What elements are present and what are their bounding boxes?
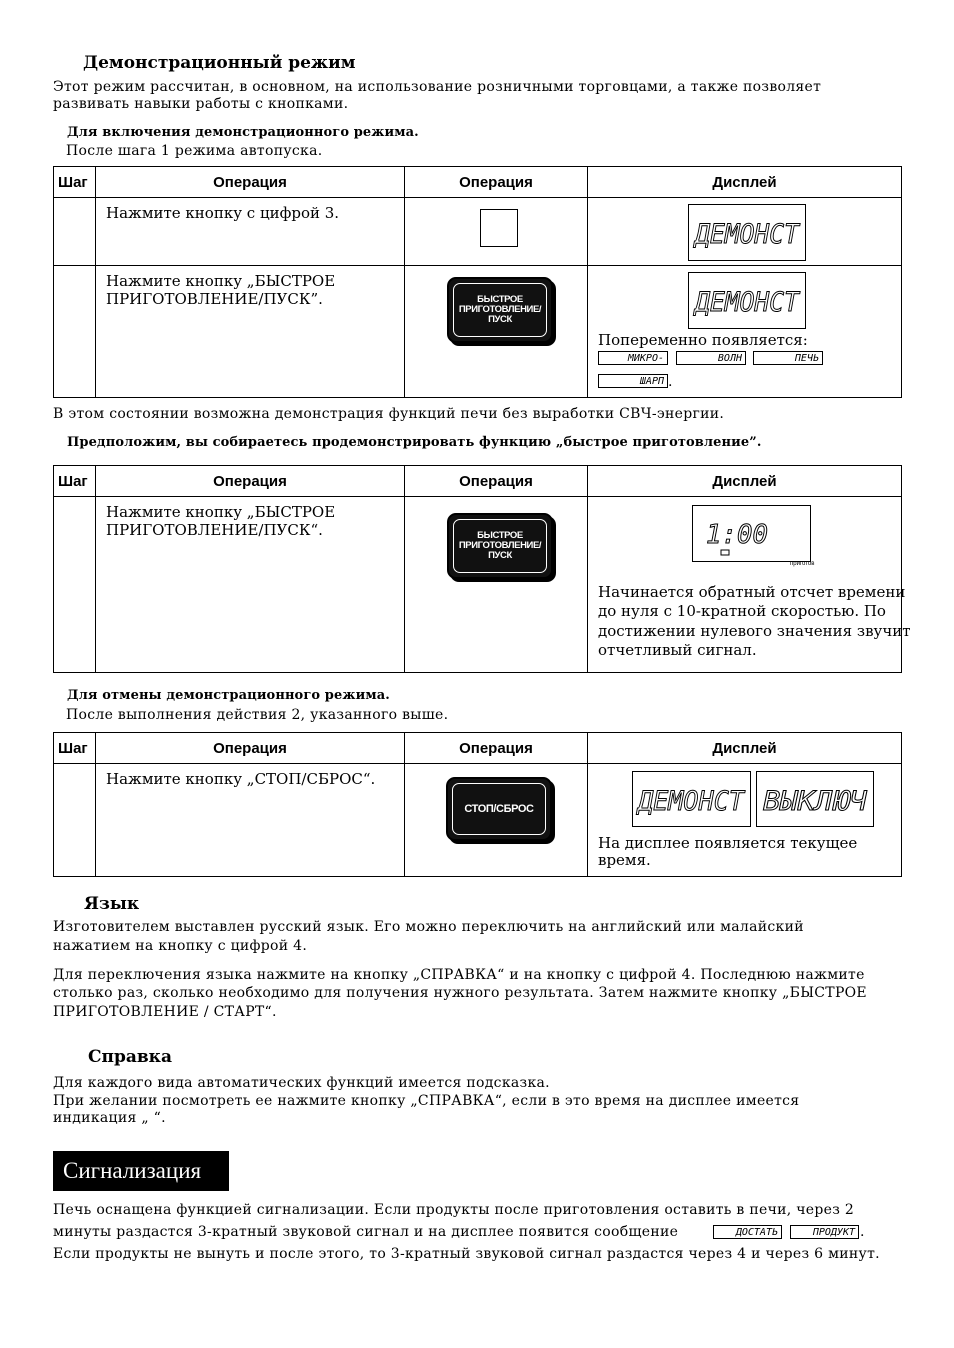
lcd-time <box>693 506 810 561</box>
help-title: Справка <box>88 1047 172 1067</box>
alarm-msg-product: ПРОДУКТ <box>790 1225 859 1239</box>
lcd-display <box>688 204 806 261</box>
alarm-line3: Если продукты не вынуть и после этого, то 3-кратный звуковой сигнал раздастся через 4 и через 6 минут. <box>53 1246 880 1262</box>
help-line2: При желании посмотреть ее нажмите кнопку „СПРАВКА“, если в это время на дисплее имеется <box>53 1093 800 1109</box>
lcd-display <box>692 505 811 562</box>
lcd-small-label: приготов <box>790 561 815 567</box>
number-3-button[interactable] <box>480 209 518 247</box>
col-step: Шаг <box>54 466 96 497</box>
col-display: Дисплей <box>588 466 902 497</box>
language-p1-line2: нажатием на кнопку с цифрой 4. <box>53 938 308 954</box>
step-text: Нажмите кнопку с цифрой 3. <box>96 198 405 266</box>
current-time-note-line2: время. <box>598 851 651 869</box>
language-p2-line2: столько раз, сколько необходимо для получения нужного результата. Затем нажмите кнопку „БЫСТРОЕ <box>53 985 867 1001</box>
language-p2-line3: ПРИГОТОВЛЕНИЕ / СТАРТ“. <box>53 1004 277 1020</box>
step-text-line2: ПРИГОТОВЛЕНИЕ/ПУСК”. <box>106 290 323 308</box>
microwave-indicator-icon <box>721 550 729 555</box>
countdown-line3: достижении нулевого значения звучит <box>598 622 911 640</box>
stop-reset-button[interactable]: СТОП/СБРОС <box>446 777 552 841</box>
countdown-line4: отчетливый сигнал. <box>598 641 757 659</box>
quick-start-button[interactable]: БЫСТРОЕ ПРИГОТОВЛЕНИЕ/ ПУСК <box>447 277 553 343</box>
demo-intro-line2: развивать навыки работы с кнопками. <box>53 96 349 112</box>
alt-label-volny: ВОЛН <box>676 351 746 365</box>
suppose-heading: Предположим, вы собираетесь продемонстрировать функцию „быстрое приготовление”. <box>67 435 762 450</box>
svg-text:1:00: 1:00 <box>706 520 768 550</box>
cancel-note: После выполнения действия 2, указанного выше. <box>66 707 449 723</box>
lcd-display <box>756 771 874 827</box>
lcd-demo-text <box>689 273 805 328</box>
lcd-demo-text <box>633 772 750 826</box>
current-time-note-line1: На дисплее появляется текущее <box>598 834 858 852</box>
col-display: Дисплей <box>588 167 902 198</box>
col-operation: Операция <box>96 466 405 497</box>
step-text: Нажмите кнопку „СТОП/СБРОС“. <box>96 764 405 877</box>
help-line1: Для каждого вида автоматических функций имеется подсказка. <box>53 1075 550 1091</box>
cancel-heading: Для отмены демонстрационного режима. <box>67 688 390 703</box>
svg-text:ДЕМОНСТ: ДЕМОНСТ <box>636 786 746 817</box>
col-step: Шаг <box>54 167 96 198</box>
lcd-off-text <box>757 772 873 826</box>
enable-heading: Для включения демонстрационного режима. <box>67 125 419 140</box>
countdown-line2: до нуля с 10-кратной скоростью. По <box>598 602 886 620</box>
svg-text:ВЫКЛЮЧ: ВЫКЛЮЧ <box>763 786 868 817</box>
help-line3: индикация „ “. <box>53 1110 166 1126</box>
lcd-demo-text <box>689 205 805 260</box>
col-step: Шаг <box>54 733 96 764</box>
alternating-label: Попеременно появляется: <box>598 331 808 349</box>
col-operation: Операция <box>96 733 405 764</box>
step-text-line2: ПРИГОТОВЛЕНИЕ/ПУСК“. <box>106 521 323 539</box>
alarm-line1: Печь оснащена функцией сигнализации. Если продукты после приготовления оставить в печи, через 2 <box>53 1202 855 1218</box>
demo-intro-line1: Этот режим рассчитан, в основном, на использование розничными торговцами, а также позволяет <box>53 79 822 95</box>
language-p2-line1: Для переключения языка нажмите на кнопку „СПРАВКА“ и на кнопку с цифрой 4. Последнюю нажмите <box>53 967 865 983</box>
step-text-line1: Нажмите кнопку „БЫСТРОЕ <box>106 272 336 290</box>
quick-start-button[interactable]: БЫСТРОЕ ПРИГОТОВЛЕНИЕ/ ПУСК <box>447 513 553 579</box>
col-display: Дисплей <box>588 733 902 764</box>
alt-label-pech: ПЕЧЬ <box>753 351 823 365</box>
enable-note: После шага 1 режима автопуска. <box>66 143 323 159</box>
language-title: Язык <box>84 894 140 914</box>
col-operation-button: Операция <box>405 466 588 497</box>
after-note: В этом состоянии возможна демонстрация функций печи без выработки СВЧ-энергии. <box>53 406 725 422</box>
demo-title: Демонстрационный режим <box>83 53 356 73</box>
col-operation-button: Операция <box>405 167 588 198</box>
alarm-title: Сигнализация <box>53 1151 229 1191</box>
alarm-line2: минуты раздастся 3-кратный звуковой сигнал и на дисплее появится сообщение <box>53 1224 679 1240</box>
alarm-msg-take-out: ДОСТАТЬ <box>713 1225 782 1239</box>
svg-text:ДЕМОНСТ: ДЕМОНСТ <box>693 219 801 250</box>
step-text-line1: Нажмите кнопку „БЫСТРОЕ <box>106 503 336 521</box>
lcd-display <box>688 272 806 329</box>
language-p1-line1: Изготовителем выставлен русский язык. Его можно переключить на английский или малайский <box>53 919 804 935</box>
lcd-display <box>632 771 751 827</box>
col-operation-button: Операция <box>405 733 588 764</box>
countdown-line1: Начинается обратный отсчет времени <box>598 583 906 601</box>
col-operation: Операция <box>96 167 405 198</box>
alt-label-sharp: ШАРП <box>598 374 668 388</box>
alt-label-micro: МИКРО- <box>598 351 668 365</box>
svg-text:ДЕМОНСТ: ДЕМОНСТ <box>693 287 801 318</box>
